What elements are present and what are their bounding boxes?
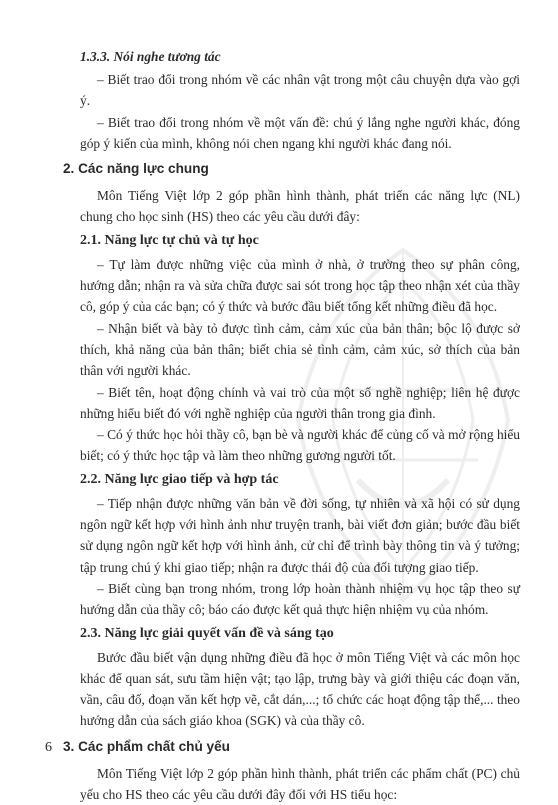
section-2-2-heading: 2.2. Năng lực giao tiếp và hợp tác — [80, 471, 279, 487]
section-3-heading: 3. Các phẩm chất chủ yếu — [63, 738, 230, 754]
section-1-3-3-heading: 1.3.3. Nói nghe tương tác — [80, 49, 221, 64]
section-2-1-paragraph-2: – Nhận biết và bày tỏ được tình cảm, cảm xúc của bản thân; bộc lộ được sở thích, khả năng của bản thân; biết chia sẻ tình cảm, cảm xúc, sở thích của bản thân với người khác. — [80, 320, 520, 379]
section-2-2-paragraph-1: – Tiếp nhận được những văn bản về đời sống, tự nhiên và xã hội có sử dụng ngôn ngữ kết hợp với hình ảnh như truyện tranh, bài viết đơn giản; bước đầu biết sử dụng ngôn ngữ kết hợp với hình ảnh, cử chỉ để trình bày thông tin và ý tưởng; tập trung chú ý khi giao tiếp; nhận ra được thái độ của đối tượng giao tiếp. — [80, 495, 520, 575]
section-1-3-3-paragraph-2: – Biết trao đổi trong nhóm về một vấn đề: chú ý lắng nghe người khác, đóng góp ý kiến của mình, không nói chen ngang khi người khác đang nói. — [80, 114, 520, 151]
section-2-1-paragraph-1: – Tự làm được những việc của mình ở nhà, ở trường theo sự phân công, hướng dẫn; nhận ra và sửa chữa được sai sót trong học tập theo nhận xét của thầy cô, góp ý của các bạn; có ý thức và bước đầu biết tổng kết những điều đã học. — [80, 256, 520, 315]
section-3-intro: Môn Tiếng Việt lớp 2 góp phần hình thành, phát triển các phẩm chất (PC) chủ yếu cho HS theo các yêu cầu dưới đây đối với HS tiểu học: — [80, 765, 520, 803]
section-2-1-heading: 2.1. Năng lực tự chủ và tự học — [80, 232, 259, 248]
section-2-intro: Môn Tiếng Việt lớp 2 góp phần hình thành, phát triển các năng lực (NL) chung cho học sinh (HS) theo các yêu cầu dưới đây: — [80, 188, 520, 225]
section-2-3-heading: 2.3. Năng lực giải quyết vấn đề và sáng tạo — [80, 625, 334, 641]
section-2-1-paragraph-3: – Biết tên, hoạt động chính và vai trò của một số nghề nghiệp; liên hệ được những hiểu biết đó với nghề nghiệp của người thân trong gia đình. — [80, 384, 520, 421]
section-2-heading: 2. Các năng lực chung — [63, 161, 209, 177]
section-1-3-3-paragraph-1: – Biết trao đổi trong nhóm về các nhân vật trong một câu chuyện dựa vào gợi ý. — [80, 72, 520, 109]
section-2-2-paragraph-2: – Biết cùng bạn trong nhóm, trong lớp hoàn thành nhiệm vụ học tập theo sự hướng dẫn của thầy cô; báo cáo được kết quả thực hiện nhiệm vụ của nhóm. — [80, 580, 520, 618]
section-2-1-paragraph-4: – Có ý thức học hỏi thầy cô, bạn bè và người khác để củng cố và mở rộng hiểu biết; có ý thức học tập và làm theo những gương người tốt. — [80, 427, 520, 464]
section-2-3-paragraph-1: Bước đầu biết vận dụng những điều đã học ở môn Tiếng Việt và các môn học khác để quan sát, sưu tầm hiện vật; tạo lập, trưng bày và giới thiệu các đoạn văn, vần, câu đố, đoạn văn kết hợp vẽ, cắt dán,...; tổ chức các hoạt động tập thể,... theo hướng dẫn của sách giáo khoa (SGK) và của thầy cô. — [80, 649, 520, 729]
page-content — [63, 46, 520, 805]
page-number: 6 — [45, 740, 52, 755]
